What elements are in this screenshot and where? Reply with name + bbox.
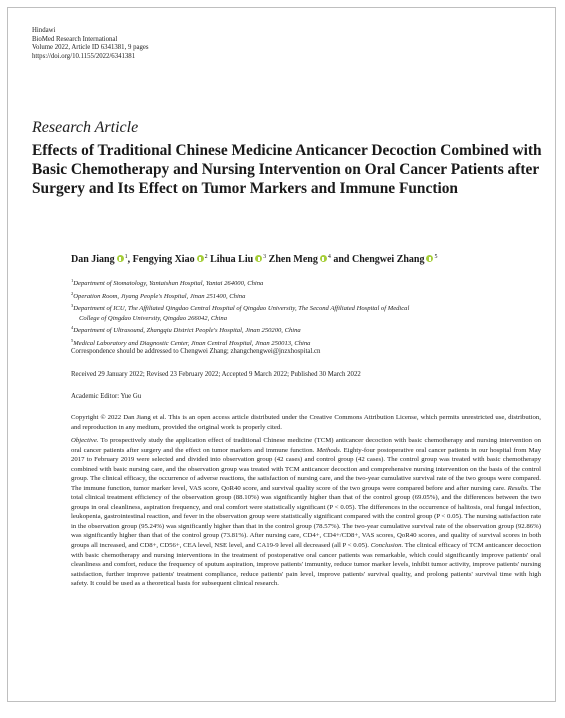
orcid-icon[interactable] bbox=[255, 255, 262, 262]
author-affil-number: 2 bbox=[204, 254, 208, 260]
conclusion-text: The clinical efficacy of TCM anticancer decoction with basic chemotherapy and nursing interventions in the treatment of postoperative oral cancer patients was remarkable, which could significantly improve patients' oral cleanliness and comfort, reduce the frequency of sputum aspiration, improve patients' immunity, reduce tumor marker levels, inhibit tumor activity, improve patients' nursing satisfaction, further improve patients' treatment compliance, reduce patients' pain level, improve patients' survival quality, and prolong patients' survival time with high safety. It could be used as a theoretical basis for subsequent clinical research. bbox=[71, 542, 541, 588]
orcid-icon[interactable] bbox=[320, 255, 327, 262]
publication-dates: Received 29 January 2022; Revised 23 February 2022; Accepted 9 March 2022; Published 30 March 2022 bbox=[71, 371, 361, 378]
author-affil-number: 3 bbox=[263, 254, 267, 260]
author-name: Chengwei Zhang bbox=[351, 254, 425, 265]
author-separator: and bbox=[330, 254, 352, 265]
author-separator: , bbox=[127, 254, 133, 265]
author-name: Fengying Xiao bbox=[132, 254, 195, 265]
abstract bbox=[71, 436, 541, 589]
results-label: Results. bbox=[505, 484, 529, 492]
affiliation-item: $^3$Department of ICU, The Affiliated Qingdao Central Hospital of Qingdao University, The Second Affiliated Hospital of Medical bbox=[71, 303, 410, 313]
correspondence-line: Correspondence should be addressed to Chengwei Zhang; zhangchengwei@jnzxhospital.cn bbox=[71, 348, 321, 355]
methods-text: Eighty-four postoperative oral cancer patients in our hospital from May 2017 to February 2019 were selected and divided into observation group (42 cases) and control group (42 cases). The control group was treated with basic chemotherapy combined with basic nursing care, and the observation group was treated with TCM anticancer decoction and comprehensive nursing intervention on the basis of the control group. The clinical efficacy, the occurrence of adverse reactions, the satisfaction of nursing care, and the two-year cumulative survival rate of the two groups were compared. The immune function, tumor marker level, VAS score, QoR40 score, and survival quality score of the two groups were compared before and after nursing care. bbox=[71, 446, 541, 492]
methods-label: Methods. bbox=[314, 446, 342, 454]
author-affil-number: 5 bbox=[434, 254, 438, 260]
affiliation-item: $^1$Department of Stomatology, Yantaishan Hospital, Yantai 264000, China bbox=[71, 278, 264, 287]
affiliation-continuation: College of Qingdao University, Qingdao 266042, China bbox=[79, 314, 227, 322]
author-name: Dan Jiang bbox=[71, 254, 115, 265]
orcid-icon[interactable] bbox=[197, 255, 204, 262]
affiliation-item: $^4$Department of Ultrasound, Zhangqiu District People's Hospital, Jinan 250200, China bbox=[71, 325, 301, 335]
orcid-icon[interactable] bbox=[117, 255, 124, 262]
academic-editor: Academic Editor: Yue Gu bbox=[71, 393, 142, 400]
article-title: Effects of Traditional Chinese Medicine Anticancer Decoction Combined with Basic Chemotherapy and Nursing Intervention on Oral Cancer Patients after Surgery and Its Effect on Tumor Markers and Immune Function bbox=[32, 142, 542, 197]
orcid-icon[interactable] bbox=[426, 255, 433, 262]
journal-header bbox=[32, 27, 149, 61]
publisher-name: Hindawi bbox=[32, 27, 56, 34]
objective-text: To prospectively study the application effect of traditional Chinese medicine (TCM) anticancer decoction with basic chemotherapy and nursing intervention on oral cancer patients after surgery and the effect on tumor markers and immune function. bbox=[71, 437, 541, 454]
author-list bbox=[71, 254, 541, 265]
author-affil-number: 1 bbox=[124, 254, 128, 260]
author-affil-number: 4 bbox=[327, 254, 331, 260]
objective-label: Objective. bbox=[71, 437, 99, 444]
affiliation-list bbox=[71, 276, 541, 349]
article-type: Research Article bbox=[32, 119, 139, 136]
affiliation-item: $^5$Medical Laboratory and Diagnostic Center, Jinan Central Hospital, Jinan 250013, China bbox=[71, 337, 311, 347]
copyright-notice: Copyright © 2022 Dan Jiang et al. This is an open access article distributed under the Creative Commons Attribution License, which permits unrestricted use, distribution, and reproduction in any medium, provided the original work is properly cited. bbox=[71, 414, 541, 431]
affiliation-item: $^2$Operation Room, Jiyang People's Hospital, Jinan 251400, China bbox=[71, 290, 246, 300]
results-text: The total clinical treatment efficiency of the observation group (88.10%) was significantly higher than that of the control group (69.05%), and the differences between the two groups in oral cleanliness, aspiration frequency, and oral comfort were statistically significant (P < 0.05). The differences in the occurrence of halitosis, oral fungal infection, leukopenia, gastrointestinal reaction, and fever in the observation group were statistically significant compared with the control group (P < 0.05). The nursing satisfaction rate in the observation group (95.24%) was significantly higher than that in the control group (78.57%). The two-year cumulative survival rate of the observation group (92.86%) was significantly higher than that of the control group (73.81%). After nursing care, CD4+, CD4+/CD8+, VAS scores, QoR40 scores, and quality of survival scores in both groups all increased, and CD8+, CD56+, CEA level, NSE level, and CA19-9 level all decreased (all P < 0.05). bbox=[71, 484, 542, 550]
journal-name: BioMed Research International bbox=[32, 35, 118, 43]
author-name: Lihua Liu bbox=[210, 254, 254, 265]
conclusion-label: Conclusion. bbox=[369, 542, 404, 550]
volume-info: Volume 2022, Article ID 6341381, 9 pages bbox=[32, 44, 149, 52]
doi-link[interactable]: https://doi.org/10.1155/2022/6341381 bbox=[32, 52, 136, 60]
article-page bbox=[7, 7, 556, 702]
author-name: Zhen Meng bbox=[268, 254, 318, 265]
